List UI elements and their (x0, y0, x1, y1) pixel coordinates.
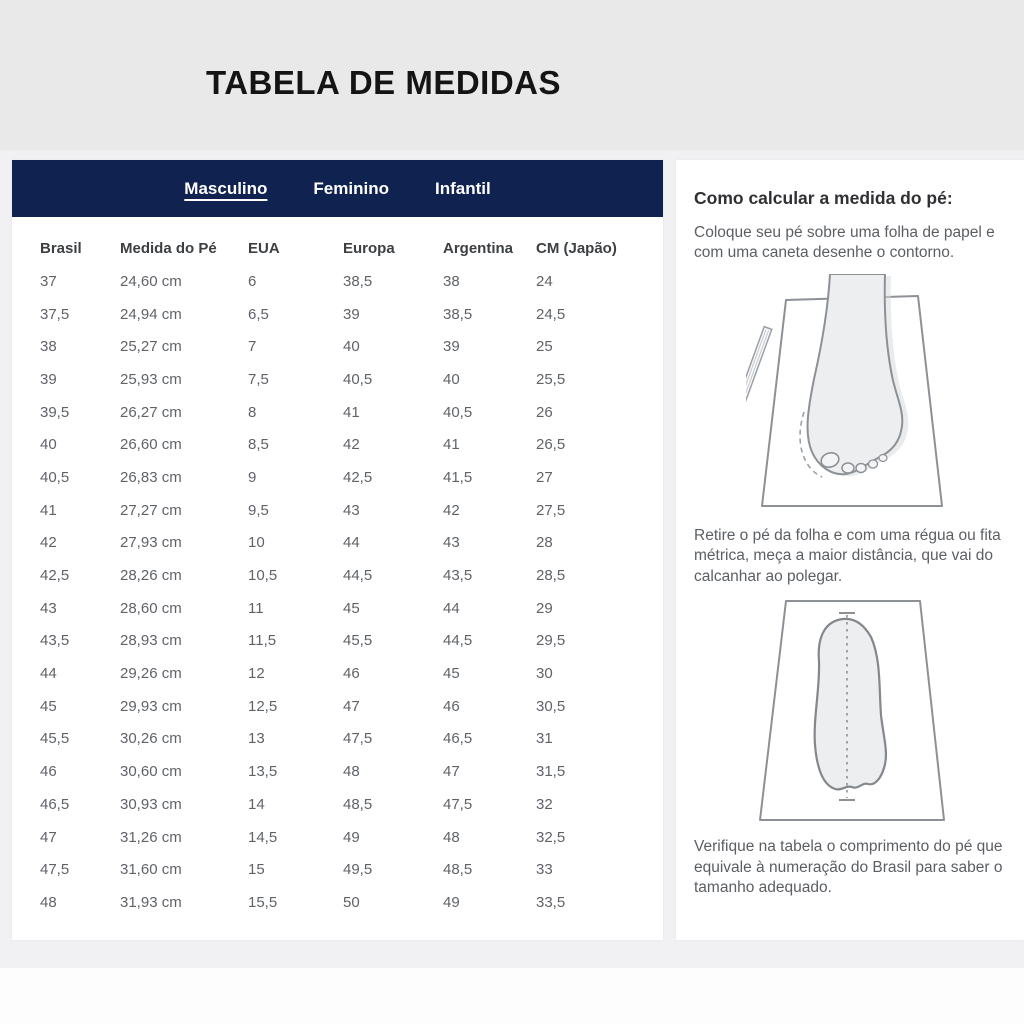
column-header: Argentina (443, 239, 514, 257)
table-cell: 25 (536, 338, 553, 356)
table-row (12, 527, 663, 560)
table-cell: 31 (536, 730, 553, 748)
table-cell: 46 (40, 763, 57, 781)
table-cell: 29 (536, 599, 553, 617)
table-cell: 38,5 (343, 272, 373, 290)
table-row (12, 298, 663, 331)
table-row (12, 723, 663, 756)
table-cell: 40 (343, 338, 360, 356)
table-cell: 45 (40, 697, 57, 715)
table-cell: 42 (443, 501, 460, 519)
table-row (12, 853, 663, 886)
table-cell: 26 (536, 403, 553, 421)
column-header: Medida do Pé (120, 239, 217, 257)
size-conversion-table (12, 231, 663, 919)
content-area (0, 150, 1024, 968)
gender-tabs (12, 160, 663, 217)
table-cell: 40,5 (40, 468, 70, 486)
table-cell: 9,5 (248, 501, 269, 519)
table-cell: 13 (248, 730, 265, 748)
table-cell: 12,5 (248, 697, 278, 715)
table-cell: 11 (248, 599, 264, 617)
table-cell: 43 (443, 534, 460, 552)
table-cell: 24,94 cm (120, 305, 182, 323)
table-cell: 26,27 cm (120, 403, 182, 421)
guide-step-1: Coloque seu pé sobre uma folha de papel e com uma caneta desenhe o contorno. (694, 224, 995, 262)
table-cell: 44 (443, 599, 460, 617)
table-cell: 44 (40, 665, 57, 683)
table-cell: 38 (443, 272, 460, 290)
table-cell: 29,26 cm (120, 665, 182, 683)
table-cell: 32,5 (536, 828, 566, 846)
table-row (12, 755, 663, 788)
table-cell: 24,5 (536, 305, 566, 323)
table-row (12, 363, 663, 396)
table-cell: 7,5 (248, 370, 269, 388)
table-cell: 43,5 (443, 567, 473, 585)
column-header: CM (Japão) (536, 239, 617, 257)
table-cell: 47 (343, 697, 360, 715)
table-cell: 26,60 cm (120, 436, 182, 454)
table-cell: 44 (343, 534, 360, 552)
table-cell: 25,5 (536, 370, 566, 388)
table-cell: 28,60 cm (120, 599, 182, 617)
table-cell: 15,5 (248, 893, 278, 911)
table-cell: 48 (40, 893, 57, 911)
table-cell: 13,5 (248, 763, 278, 781)
guide-step-2: Retire o pé da folha e com uma régua ou fita métrica, meça a maior distância, que vai do calcanhar ao polegar. (694, 526, 1001, 585)
table-cell: 46 (443, 697, 460, 715)
table-cell: 45 (343, 599, 360, 617)
table-cell: 31,26 cm (120, 828, 182, 846)
table-cell: 37,5 (40, 305, 70, 323)
tab-masculino[interactable]: Masculino (184, 178, 268, 198)
table-cell: 8 (248, 403, 257, 421)
table-cell: 48,5 (343, 795, 373, 813)
table-cell: 47 (40, 828, 57, 846)
table-cell: 11,5 (248, 632, 277, 650)
table-cell: 6,5 (248, 305, 269, 323)
table-cell: 47,5 (343, 730, 373, 748)
table-cell: 24 (536, 272, 553, 290)
table-cell: 29,93 cm (120, 697, 182, 715)
table-cell: 40,5 (443, 403, 473, 421)
table-cell: 31,60 cm (120, 861, 182, 879)
table-row (12, 330, 663, 363)
table-cell: 49,5 (343, 861, 373, 879)
table-cell: 8,5 (248, 436, 269, 454)
table-cell: 6 (248, 272, 257, 290)
table-cell: 42,5 (40, 567, 70, 585)
table-cell: 30,26 cm (120, 730, 182, 748)
table-row (12, 625, 663, 658)
table-cell: 42,5 (343, 468, 373, 486)
table-row (12, 821, 663, 854)
table-cell: 43,5 (40, 632, 70, 650)
column-header: Brasil (40, 239, 82, 257)
table-cell: 48 (443, 828, 460, 846)
table-cell: 47,5 (40, 861, 70, 879)
table-cell: 48 (343, 763, 360, 781)
foot-tracing-illustration (694, 274, 1010, 518)
table-cell: 39,5 (40, 403, 70, 421)
table-cell: 31,93 cm (120, 893, 182, 911)
table-row (12, 265, 663, 298)
table-cell: 40 (443, 370, 460, 388)
guide-step-3: Verifique na tabela o comprimento do pé que equivale à numeração do Brasil para saber o tamanho adequado. (694, 838, 1003, 897)
tab-infantil[interactable]: Infantil (434, 178, 491, 198)
foot-outline-measure-icon (759, 597, 945, 825)
table-row (12, 461, 663, 494)
table-cell: 46 (343, 665, 360, 683)
table-cell: 14 (248, 795, 265, 813)
table-row (12, 428, 663, 461)
table-row (12, 886, 663, 919)
table-cell: 26,83 cm (120, 468, 182, 486)
table-cell: 38,5 (443, 305, 473, 323)
measure-guide-panel (676, 160, 1024, 940)
table-cell: 25,27 cm (120, 338, 182, 356)
table-cell: 49 (343, 828, 360, 846)
column-header: Europa (343, 239, 395, 257)
tab-feminino[interactable]: Feminino (313, 178, 389, 198)
table-cell: 26,5 (536, 436, 566, 454)
table-cell: 30,5 (536, 697, 566, 715)
table-cell: 33,5 (536, 893, 566, 911)
table-cell: 28,26 cm (120, 567, 182, 585)
table-cell: 30 (536, 665, 553, 683)
table-row (12, 494, 663, 527)
table-cell: 40 (40, 436, 57, 454)
table-cell: 38 (40, 338, 57, 356)
table-cell: 46,5 (443, 730, 473, 748)
table-row (12, 657, 663, 690)
table-row (12, 396, 663, 429)
table-row (12, 592, 663, 625)
table-cell: 41,5 (443, 468, 473, 486)
size-table-panel (12, 160, 663, 940)
table-cell: 44,5 (343, 567, 373, 585)
table-cell: 42 (40, 534, 57, 552)
table-cell: 50 (343, 893, 360, 911)
table-cell: 10 (248, 534, 265, 552)
table-cell: 47 (443, 763, 460, 781)
table-cell: 39 (40, 370, 57, 388)
table-header-row (12, 231, 663, 265)
table-cell: 43 (343, 501, 360, 519)
table-row (12, 559, 663, 592)
table-cell: 42 (343, 436, 360, 454)
table-cell: 10,5 (248, 567, 278, 585)
table-cell: 41 (343, 403, 360, 421)
table-cell: 30,60 cm (120, 763, 182, 781)
table-cell: 27,93 cm (120, 534, 182, 552)
table-row (12, 690, 663, 723)
column-header: EUA (248, 239, 280, 257)
table-cell: 9 (248, 468, 257, 486)
table-cell: 28,93 cm (120, 632, 182, 650)
table-cell: 7 (248, 338, 257, 356)
table-cell: 28,5 (536, 567, 566, 585)
table-cell: 45,5 (40, 730, 70, 748)
table-row (12, 788, 663, 821)
table-cell: 28 (536, 534, 553, 552)
table-cell: 40,5 (343, 370, 373, 388)
table-cell: 12 (248, 665, 265, 683)
table-cell: 45 (443, 665, 460, 683)
foot-tracing-icon (746, 274, 958, 518)
table-cell: 14,5 (248, 828, 278, 846)
table-cell: 44,5 (443, 632, 473, 650)
table-cell: 32 (536, 795, 553, 813)
table-cell: 39 (343, 305, 360, 323)
table-cell: 29,5 (536, 632, 566, 650)
table-cell: 25,93 cm (120, 370, 182, 388)
guide-heading: Como calcular a medida do pé: (694, 188, 953, 208)
table-cell: 47,5 (443, 795, 473, 813)
page-title: TABELA DE MEDIDAS (206, 64, 561, 101)
table-cell: 46,5 (40, 795, 70, 813)
table-cell: 39 (443, 338, 460, 356)
table-cell: 48,5 (443, 861, 473, 879)
table-cell: 24,60 cm (120, 272, 182, 290)
table-cell: 15 (248, 861, 265, 879)
table-cell: 27 (536, 468, 553, 486)
table-cell: 27,5 (536, 501, 566, 519)
table-cell: 37 (40, 272, 57, 290)
table-cell: 31,5 (536, 763, 566, 781)
table-cell: 33 (536, 861, 553, 879)
table-cell: 27,27 cm (120, 501, 182, 519)
table-cell: 49 (443, 893, 460, 911)
table-cell: 30,93 cm (120, 795, 182, 813)
table-cell: 45,5 (343, 632, 373, 650)
bottom-spacer (0, 968, 1024, 1024)
foot-measure-illustration (694, 597, 1010, 825)
table-cell: 41 (40, 501, 57, 519)
table-cell: 43 (40, 599, 57, 617)
table-cell: 41 (443, 436, 460, 454)
header-band (0, 0, 1024, 150)
